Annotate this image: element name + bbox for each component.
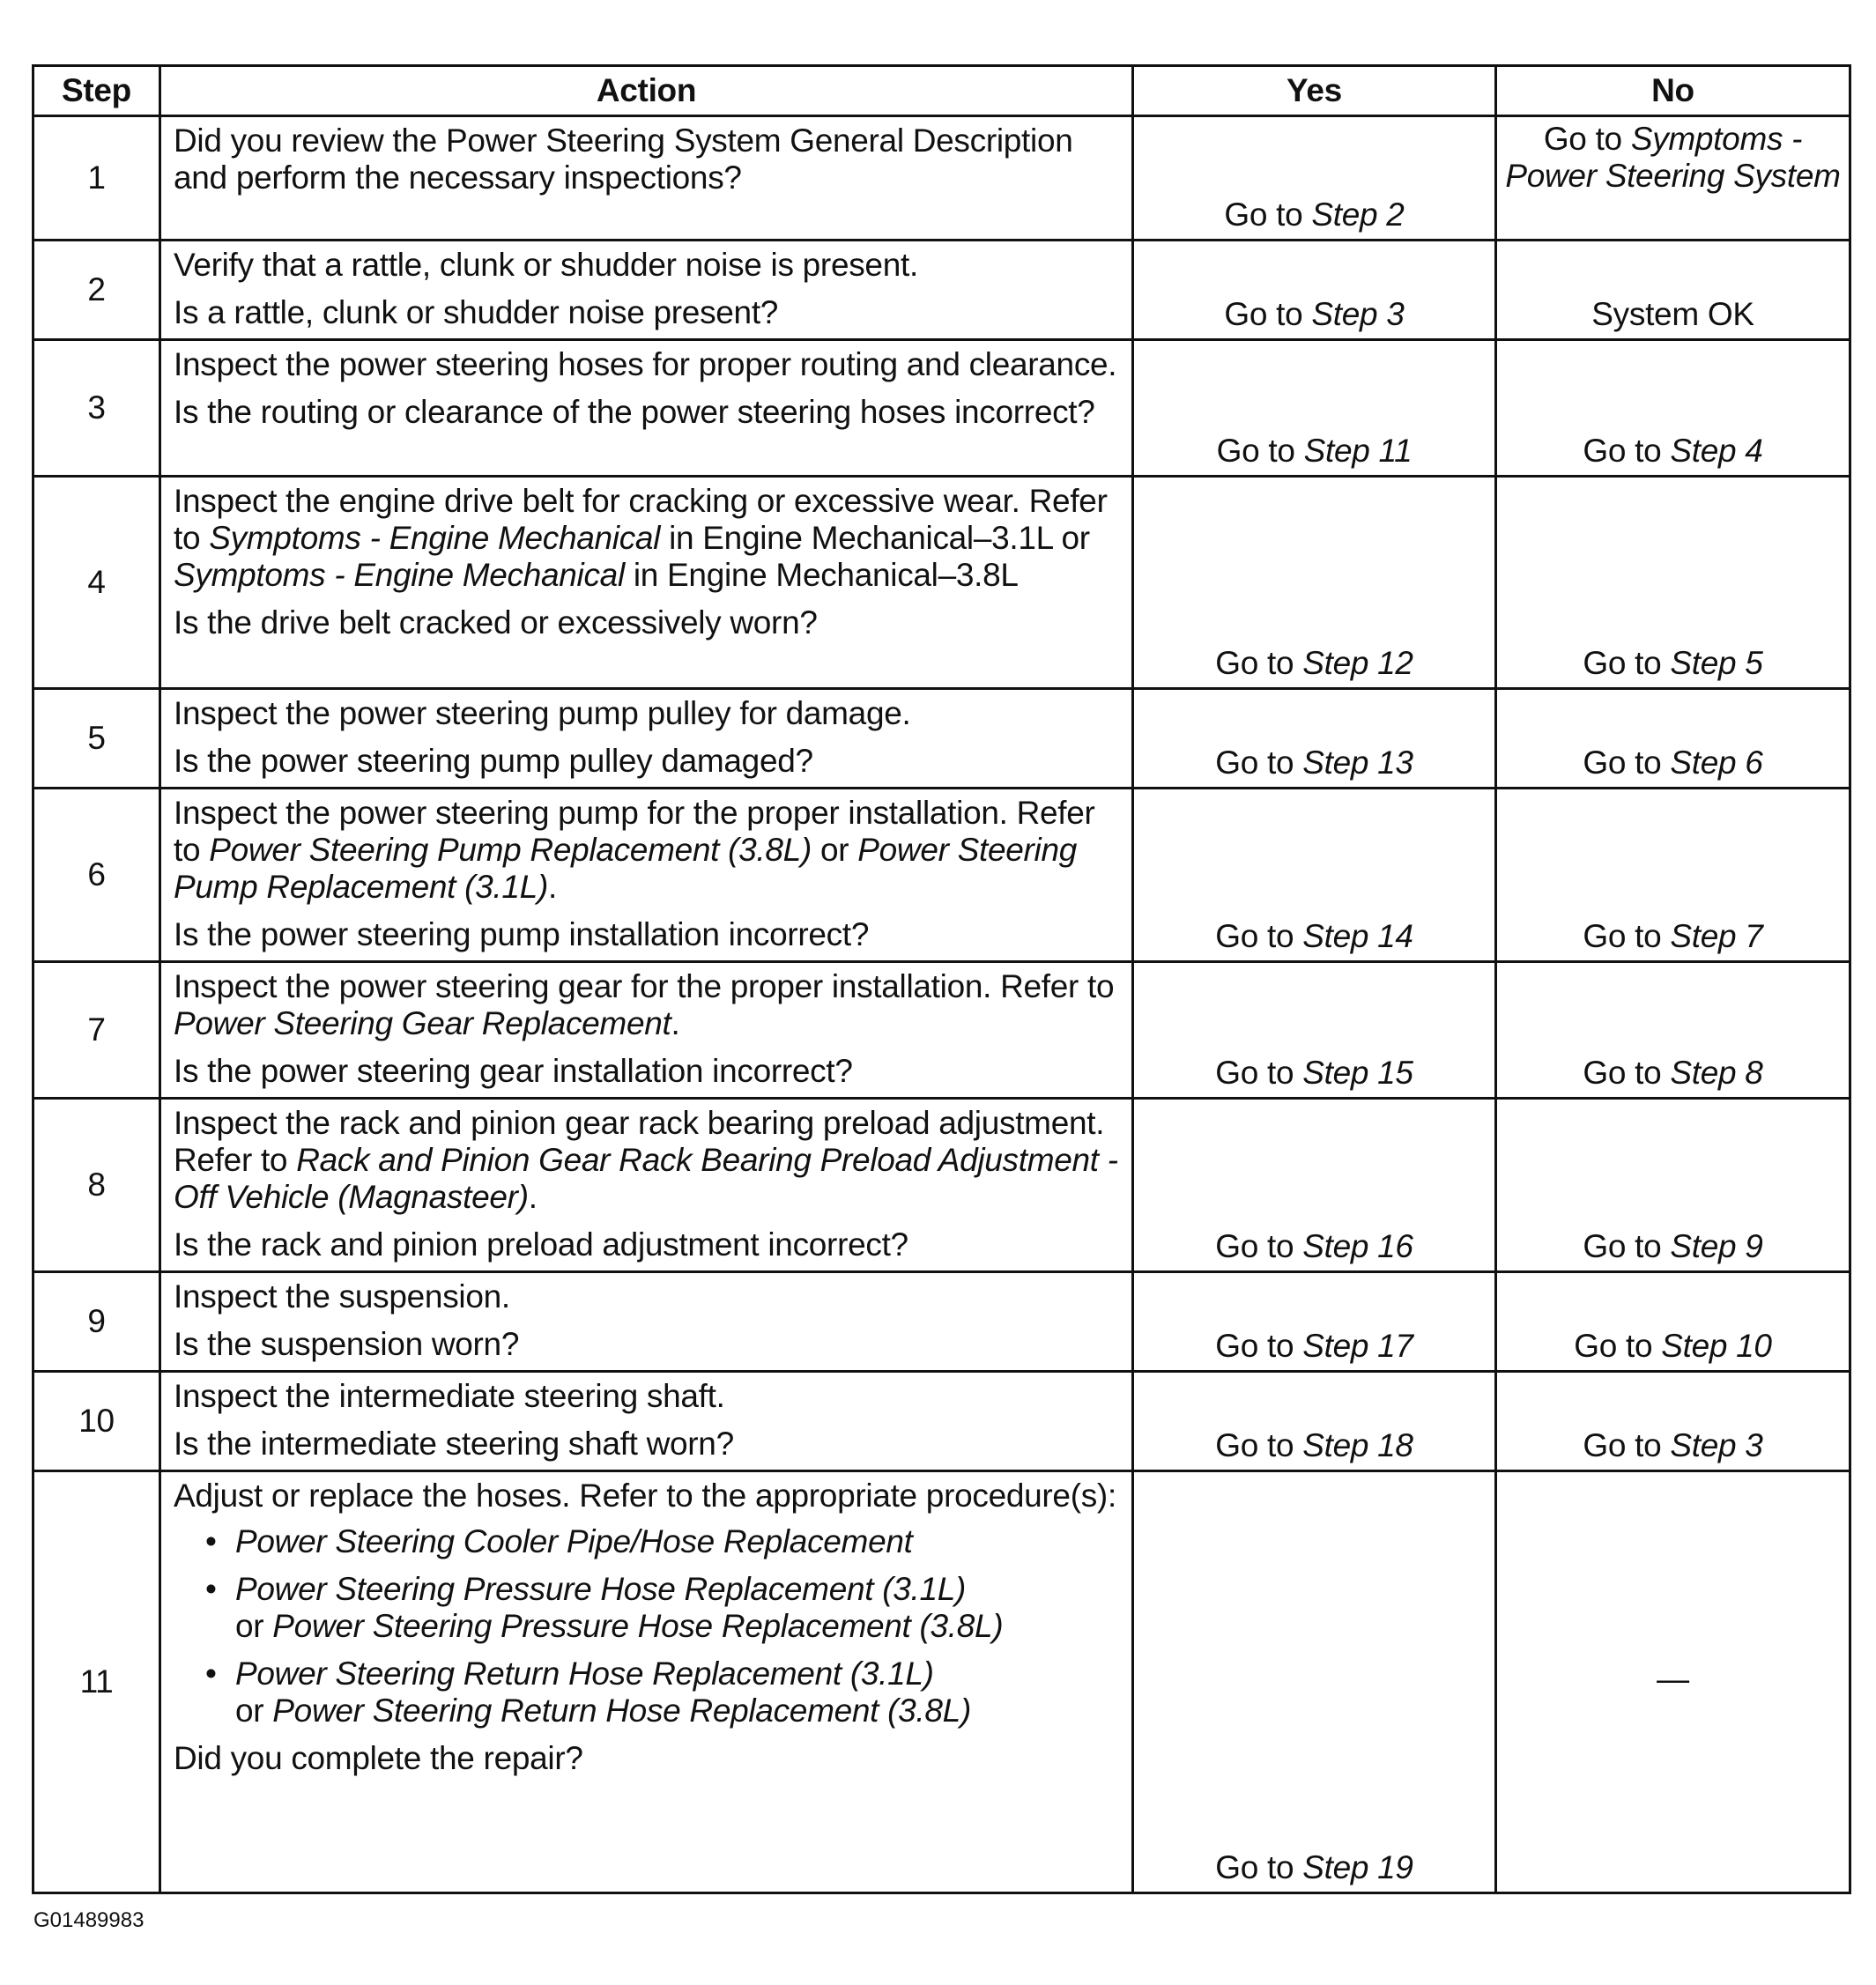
no-cell — [1496, 477, 1850, 689]
table-row — [33, 340, 1850, 477]
table-row — [33, 1372, 1850, 1471]
no-step-link[interactable]: Step 3 — [1670, 1427, 1763, 1463]
action-cell — [160, 962, 1133, 1099]
yes-step-link[interactable]: Step 12 — [1302, 645, 1413, 681]
action-cell — [160, 477, 1133, 689]
action-cell — [160, 1272, 1133, 1372]
action-cell — [160, 1372, 1133, 1471]
yes-prefix: Go to — [1215, 1427, 1303, 1463]
no-cell — [1496, 789, 1850, 962]
step-number: 9 — [33, 1272, 160, 1372]
action-text — [174, 795, 1119, 906]
yes-cell — [1133, 1372, 1496, 1471]
no-cell — [1496, 962, 1850, 1099]
table-header-row — [33, 66, 1850, 116]
action-text-part: Inspect the power steering gear for the proper installation. Refer to — [174, 968, 1115, 1004]
yes-step-link[interactable]: Step 15 — [1302, 1055, 1413, 1091]
yes-cell — [1133, 1272, 1496, 1372]
no-step-link[interactable]: Step 5 — [1670, 645, 1763, 681]
action-question: Is the power steering pump pulley damaged? — [174, 743, 813, 779]
list-item — [205, 1571, 1119, 1645]
yes-prefix: Go to — [1215, 1328, 1303, 1364]
no-cell — [1496, 1272, 1850, 1372]
action-text-part: . — [528, 1179, 538, 1215]
action-text-part: Inspect the engine drive belt for cracking or excessive wear. Refer to — [174, 483, 1108, 556]
reference-link[interactable]: Power Steering Return Hose Replacement (3.1L) — [235, 1655, 934, 1692]
figure-id: G01489983 — [33, 1908, 145, 1932]
yes-prefix: Go to — [1215, 1849, 1303, 1885]
action-text — [174, 483, 1119, 594]
no-prefix: Go to — [1583, 1228, 1671, 1264]
reference-link[interactable]: Power Steering Pressure Hose Replacement (3.8L) — [272, 1608, 1004, 1644]
action-question: Is the drive belt cracked or excessively worn? — [174, 604, 818, 641]
action-question: Is the power steering gear installation incorrect? — [174, 1053, 853, 1089]
action-question: Is the routing or clearance of the power steering hoses incorrect? — [174, 394, 1095, 430]
yes-prefix: Go to — [1215, 744, 1303, 781]
no-cell: — — [1496, 1471, 1850, 1893]
table-row — [33, 116, 1850, 241]
action-question: Is a rattle, clunk or shudder noise present? — [174, 294, 779, 330]
procedure-list — [174, 1523, 1119, 1729]
action-text: Inspect the power steering hoses for proper routing and clearance. — [174, 346, 1117, 382]
reference-link[interactable]: Rack and Pinion Gear Rack Bearing Preload Adjustment - Off Vehicle (Magnasteer) — [174, 1142, 1118, 1215]
table-row — [33, 789, 1850, 962]
step-number: 10 — [33, 1372, 160, 1471]
reference-link[interactable]: Power Steering Pressure Hose Replacement (3.1L) — [235, 1571, 967, 1607]
list-item — [205, 1523, 1119, 1560]
yes-cell — [1133, 340, 1496, 477]
action-cell — [160, 241, 1133, 340]
no-step-link[interactable]: Symptoms - Power Steering System — [1505, 121, 1841, 194]
action-question: Is the rack and pinion preload adjustment incorrect? — [174, 1226, 908, 1263]
no-prefix: Go to — [1583, 918, 1671, 954]
action-text: Verify that a rattle, clunk or shudder noise is present. — [174, 247, 918, 283]
action-text: Inspect the power steering pump pulley for damage. — [174, 695, 911, 731]
action-text: Inspect the intermediate steering shaft. — [174, 1378, 725, 1414]
action-cell — [160, 340, 1133, 477]
yes-step-link[interactable]: Step 14 — [1302, 918, 1413, 954]
reference-link[interactable]: Power Steering Pump Replacement (3.1L) — [174, 832, 1078, 905]
action-text-part: in Engine Mechanical–3.1L or — [660, 520, 1090, 556]
yes-prefix: Go to — [1224, 196, 1312, 233]
step-number: 8 — [33, 1099, 160, 1272]
action-cell — [160, 1471, 1133, 1893]
reference-link[interactable]: Symptoms - Engine Mechanical — [174, 557, 625, 593]
step-number: 1 — [33, 116, 160, 241]
action-text-part: Inspect the power steering pump for the proper installation. Refer to — [174, 795, 1095, 868]
reference-link[interactable]: Power Steering Pump Replacement (3.8L) — [209, 832, 812, 868]
no-step-link[interactable]: Step 8 — [1670, 1055, 1763, 1091]
table-row — [33, 1099, 1850, 1272]
step-number: 3 — [33, 340, 160, 477]
yes-prefix: Go to — [1216, 433, 1304, 469]
yes-cell — [1133, 962, 1496, 1099]
yes-cell — [1133, 1099, 1496, 1272]
action-text-part: Inspect the rack and pinion gear rack bearing preload adjustment. Refer to — [174, 1105, 1105, 1178]
no-cell — [1496, 1372, 1850, 1471]
action-question: Is the power steering pump installation incorrect? — [174, 916, 870, 952]
no-step-link[interactable]: Step 4 — [1670, 433, 1763, 469]
header-action: Action — [160, 66, 1133, 116]
table-row — [33, 1272, 1850, 1372]
step-number: 7 — [33, 962, 160, 1099]
yes-step-link[interactable]: Step 16 — [1302, 1228, 1413, 1264]
action-text-part: in Engine Mechanical–3.8L — [624, 557, 1019, 593]
no-step-link[interactable]: Step 9 — [1670, 1228, 1763, 1264]
yes-step-link[interactable]: Step 19 — [1302, 1849, 1413, 1885]
reference-link[interactable]: Power Steering Cooler Pipe/Hose Replacement — [235, 1523, 913, 1559]
no-cell — [1496, 1099, 1850, 1272]
action-question: Is the suspension worn? — [174, 1326, 520, 1362]
action-text-part: . — [547, 869, 557, 905]
action-text — [174, 1105, 1119, 1216]
yes-cell — [1133, 241, 1496, 340]
action-cell — [160, 116, 1133, 241]
action-text: Inspect the suspension. — [174, 1278, 510, 1315]
action-cell — [160, 789, 1133, 962]
table-row — [33, 962, 1850, 1099]
yes-prefix: Go to — [1215, 918, 1303, 954]
action-cell — [160, 689, 1133, 789]
yes-cell — [1133, 789, 1496, 962]
yes-prefix: Go to — [1215, 1228, 1303, 1264]
step-number: 11 — [33, 1471, 160, 1893]
yes-prefix: Go to — [1215, 1055, 1303, 1091]
step-number: 6 — [33, 789, 160, 962]
step-number: 4 — [33, 477, 160, 689]
no-cell — [1496, 340, 1850, 477]
action-cell — [160, 1099, 1133, 1272]
header-step: Step — [33, 66, 160, 116]
step-number: 5 — [33, 689, 160, 789]
action-text: Adjust or replace the hoses. Refer to the appropriate procedure(s): — [174, 1478, 1116, 1514]
no-cell — [1496, 116, 1850, 241]
action-text: Did you review the Power Steering System General Description and perform the necessary inspections? — [174, 122, 1073, 196]
action-text-part: or — [811, 832, 858, 868]
no-prefix: Go to — [1583, 645, 1671, 681]
no-prefix: Go to — [1543, 121, 1631, 157]
no-step-link[interactable]: Step 7 — [1670, 918, 1763, 954]
step-number: 2 — [33, 241, 160, 340]
list-item — [205, 1655, 1119, 1729]
or-text: or — [235, 1692, 273, 1729]
no-cell — [1496, 689, 1850, 789]
no-prefix: Go to — [1583, 744, 1671, 781]
yes-cell — [1133, 477, 1496, 689]
no-prefix: Go to — [1574, 1328, 1662, 1364]
yes-step-link[interactable]: Step 11 — [1303, 433, 1413, 469]
action-question: Did you complete the repair? — [174, 1740, 583, 1776]
table-row — [33, 477, 1850, 689]
yes-cell — [1133, 116, 1496, 241]
reference-link[interactable]: Power Steering Gear Replacement — [174, 1005, 671, 1041]
no-step-link[interactable]: Step 10 — [1661, 1328, 1772, 1364]
bullet-icon: • — [205, 1571, 217, 1607]
reference-link[interactable]: Symptoms - Engine Mechanical — [209, 520, 661, 556]
yes-step-link[interactable]: Step 3 — [1311, 296, 1405, 332]
no-prefix: Go to — [1583, 1427, 1671, 1463]
yes-step-link[interactable]: Step 18 — [1302, 1427, 1413, 1463]
no-cell: System OK — [1496, 241, 1850, 340]
action-question: Is the intermediate steering shaft worn? — [174, 1426, 734, 1462]
reference-link[interactable]: Power Steering Return Hose Replacement (3.8L) — [272, 1692, 971, 1729]
table-row — [33, 689, 1850, 789]
header-no: No — [1496, 66, 1850, 116]
table-row — [33, 1471, 1850, 1893]
yes-cell — [1133, 1471, 1496, 1893]
yes-step-link[interactable]: Step 2 — [1311, 196, 1405, 233]
action-text-part: . — [671, 1005, 680, 1041]
header-yes: Yes — [1133, 66, 1496, 116]
action-text — [174, 968, 1119, 1042]
no-prefix: Go to — [1583, 433, 1671, 469]
no-step-link[interactable]: Step 6 — [1670, 744, 1763, 781]
yes-step-link[interactable]: Step 13 — [1302, 744, 1413, 781]
or-text: or — [235, 1608, 273, 1644]
yes-cell — [1133, 689, 1496, 789]
yes-step-link[interactable]: Step 17 — [1302, 1328, 1413, 1364]
table-row — [33, 241, 1850, 340]
bullet-icon: • — [205, 1655, 217, 1692]
bullet-icon: • — [205, 1523, 217, 1559]
yes-prefix: Go to — [1224, 296, 1312, 332]
yes-prefix: Go to — [1215, 645, 1303, 681]
no-prefix: Go to — [1583, 1055, 1671, 1091]
diagnostic-table — [32, 64, 1851, 1894]
